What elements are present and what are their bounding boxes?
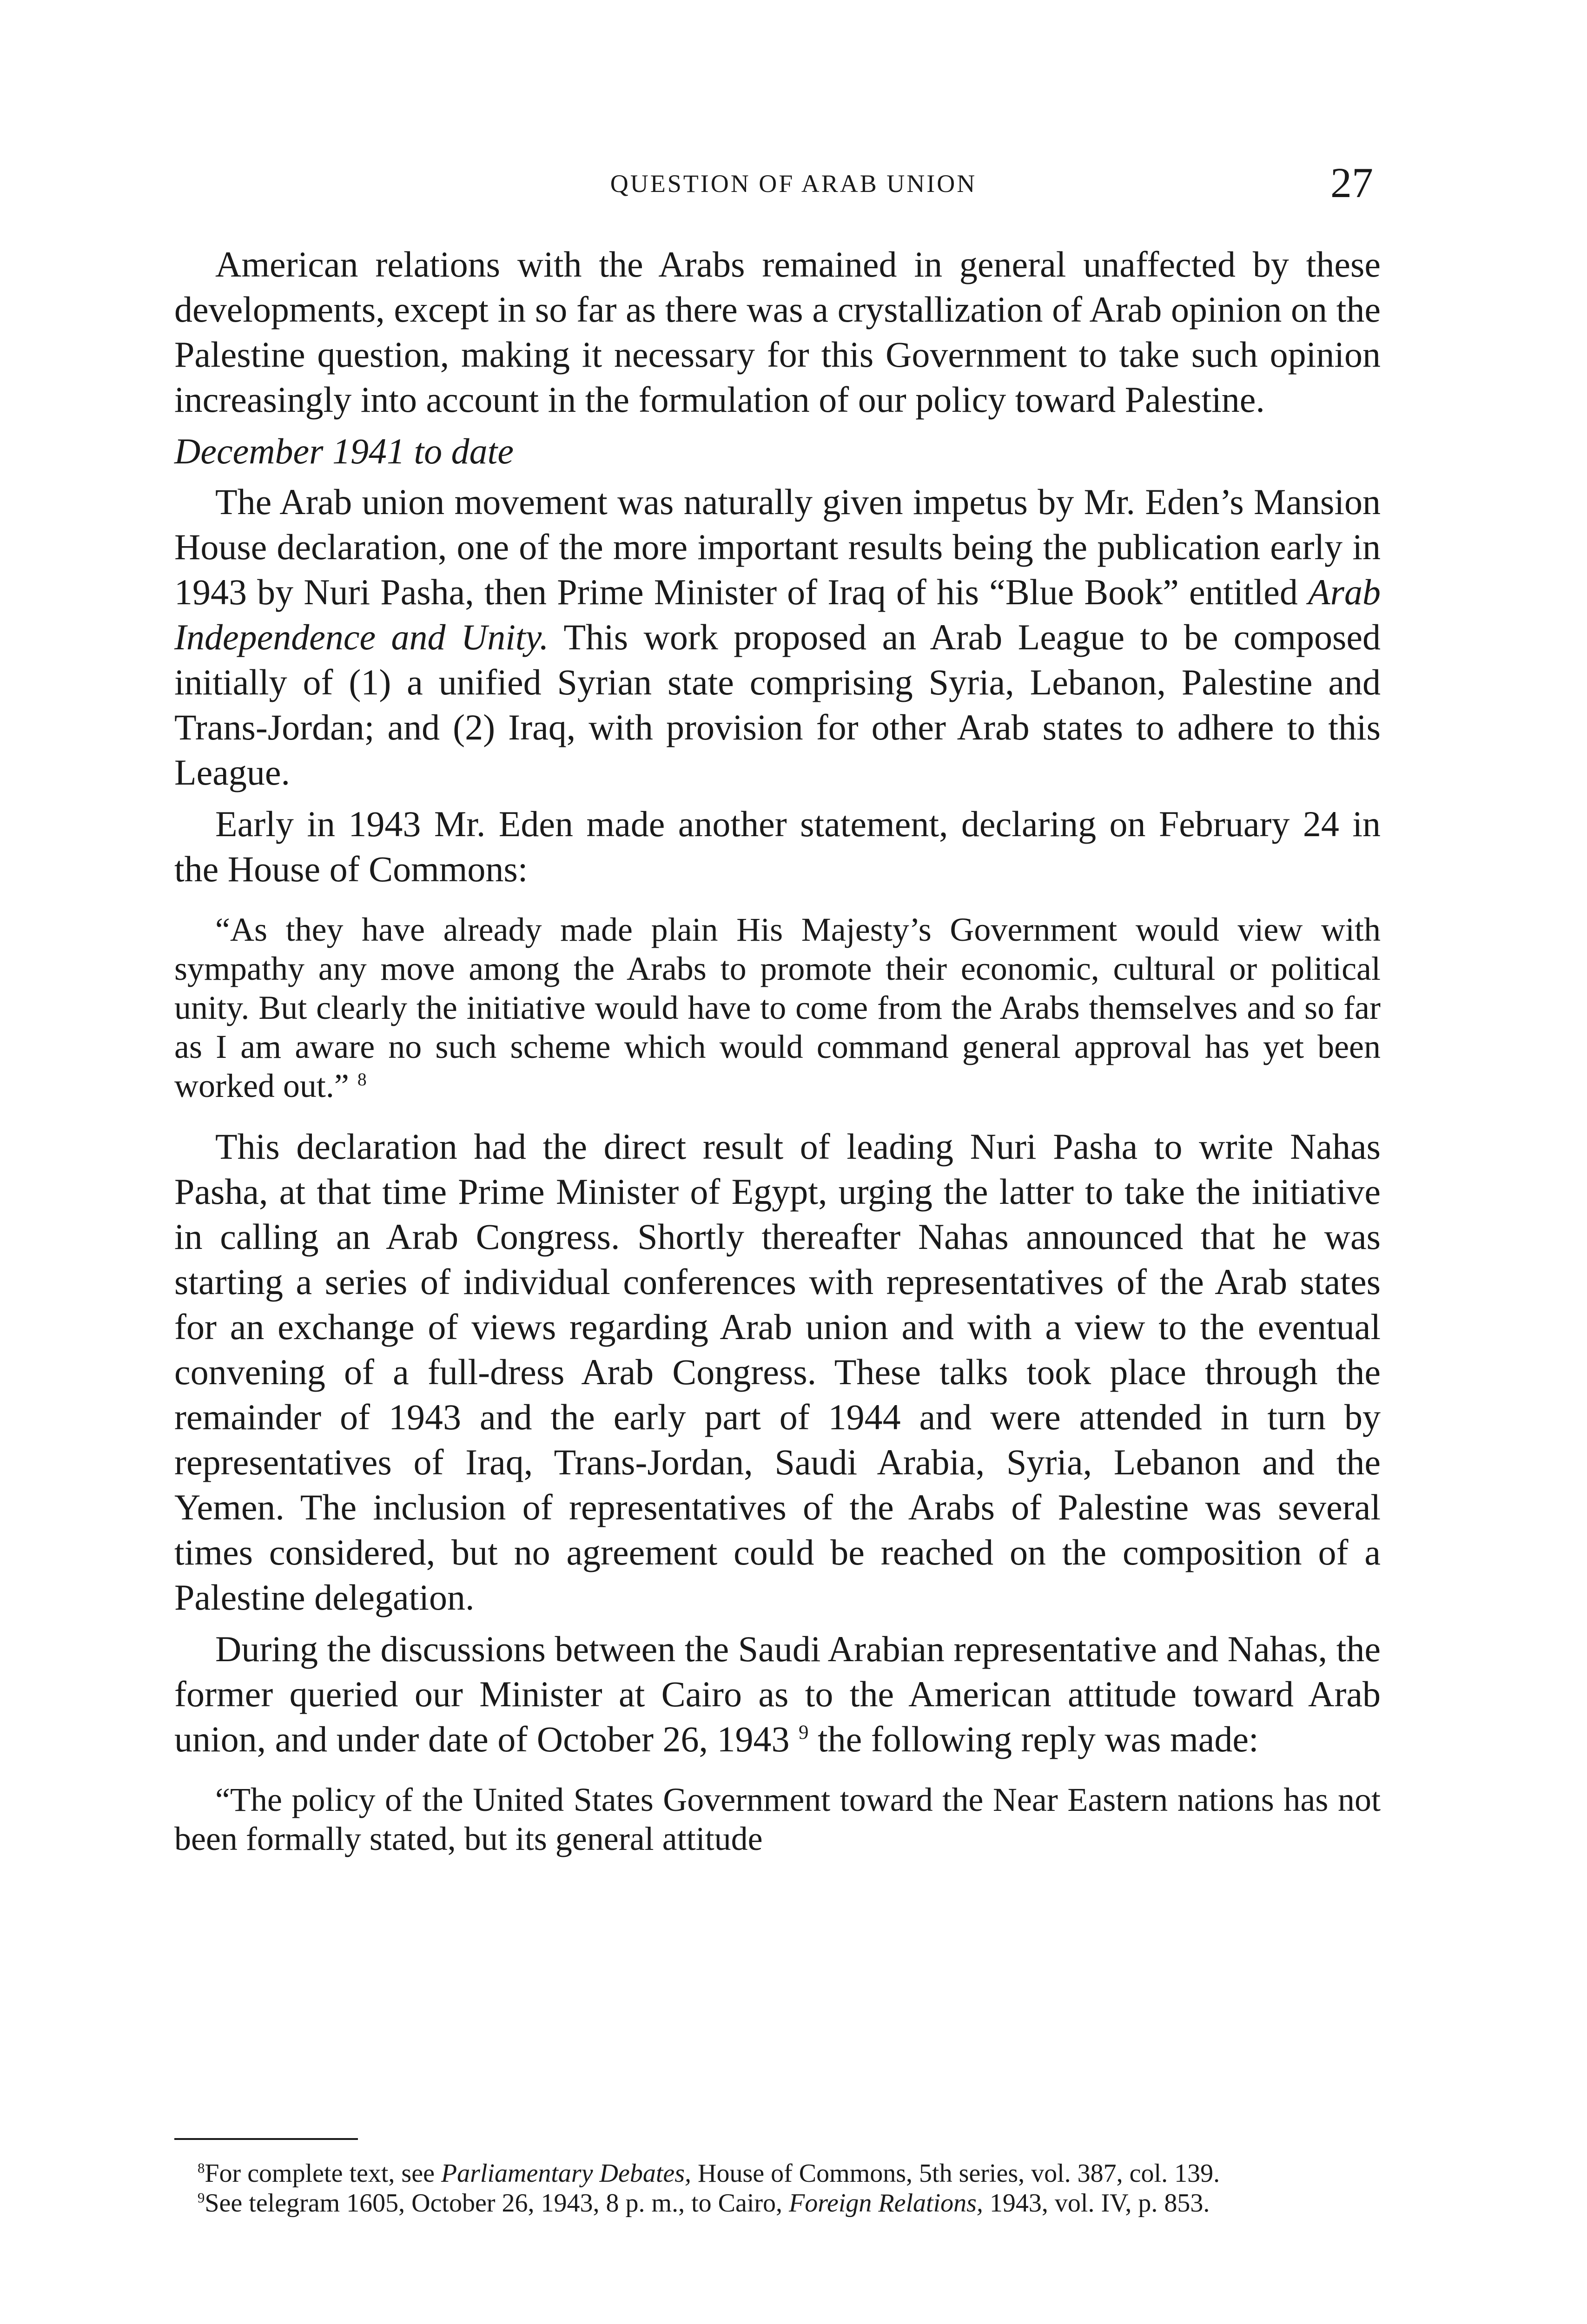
paragraph-saudi-discussions: [174, 1626, 1381, 1762]
paragraph-eden-statement: Early in 1943 Mr. Eden made another statement, declaring on February 24 in the House of Commons:: [174, 804, 1381, 889]
footnote-text: 1943, vol. IV, p. 853.: [983, 2189, 1210, 2218]
footnote-ref-8: 8: [357, 1069, 367, 1089]
paragraph-text: During the discussions between the Saudi Arabian representative and Nahas, the former queried our Minister at Cairo as to the American attitude toward Arab union, and under date of October 26, 1943: [174, 1629, 1381, 1759]
footnote-text: For complete text, see: [205, 2159, 441, 2188]
running-title: QUESTION OF ARAB UNION: [610, 170, 977, 198]
paragraph-declaration-result: This declaration had the direct result of leading Nuri Pasha to write Nahas Pasha, at that time Prime Minister of Egypt, urging the latter to take the initiative in calling an Arab Congress. Shortly thereafter Nahas announced that he was starting a series of individual conferences with representatives of the Arab states for an exchange of views regarding Arab union and with a view to the eventual convening of a full-dress Arab Congress. These talks took place through the remainder of 1943 and the early part of 1944 and were attended in turn by representatives of Iraq, Trans-Jordan, Saudi Arabia, Syria, Lebanon and the Yemen. The inclusion of representatives of the Arabs of Palestine was several times considered, but no agreement could be reached on the composition of a Palestine delegation.: [174, 1126, 1381, 1618]
paragraph-text: the following reply was made:: [808, 1719, 1259, 1759]
footnote-text: See telegram 1605, October 26, 1943, 8 p. m., to Cairo,: [205, 2189, 789, 2218]
paragraph-arab-union-movement: [174, 479, 1381, 795]
section-heading: December 1941 to date: [174, 431, 514, 471]
paragraph-american-relations: American relations with the Arabs remained in general unaffected by these developments, except in so far as there was a crystallization of Arab opinion on the Palestine question, making it necessary for this Government to take such opinion increasingly into account in the formulation of our policy toward Palestine.: [174, 244, 1381, 420]
footnote-title: Parliamentary Debates,: [441, 2159, 692, 2188]
footnote-8: [174, 2159, 1381, 2188]
page-number: 27: [1330, 159, 1373, 206]
footnote-mark: 9: [198, 2190, 205, 2206]
footnote-title: Foreign Relations,: [789, 2189, 983, 2218]
paragraph-text: This work proposed an Arab League to be composed initially of (1) a unified Syrian state comprising Syria, Lebanon, Palestine and Trans-Jordan; and (2) Iraq, with provision for other Arab states to adhere to this League.: [174, 617, 1381, 792]
main-text: [174, 242, 1381, 1877]
quote-text: “As they have already made plain His Majesty’s Government would view with sympathy any move among the Arabs to promote their economic, cultural or political unity. But clearly the initiative would have to come from the Arabs themselves and so far as I am aware no such scheme which would command general approval has yet been worked out.”: [174, 911, 1381, 1104]
footnotes: [174, 2138, 1381, 2218]
footnote-9: [174, 2188, 1381, 2218]
block-quote-eden: [174, 910, 1381, 1105]
footnote-ref-9: 9: [799, 1722, 809, 1743]
footnote-text: House of Commons, 5th series, vol. 387, col. 139.: [691, 2159, 1220, 2188]
running-header: [0, 158, 1587, 214]
block-quote-us-policy: “The policy of the United States Government toward the Near Eastern nations has not been formally stated, but its general attitude: [174, 1781, 1381, 1857]
book-title: Arab Independence and Unity.: [174, 572, 1381, 657]
footnote-rule: [174, 2138, 358, 2140]
paragraph-text: The Arab union movement was naturally given impetus by Mr. Eden’s Mansion House declaration, one of the more important results being the publication early in 1943 by Nuri Pasha, then Prime Minister of Iraq of his “Blue Book” entitled: [174, 482, 1381, 612]
footnote-mark: 8: [198, 2160, 205, 2176]
